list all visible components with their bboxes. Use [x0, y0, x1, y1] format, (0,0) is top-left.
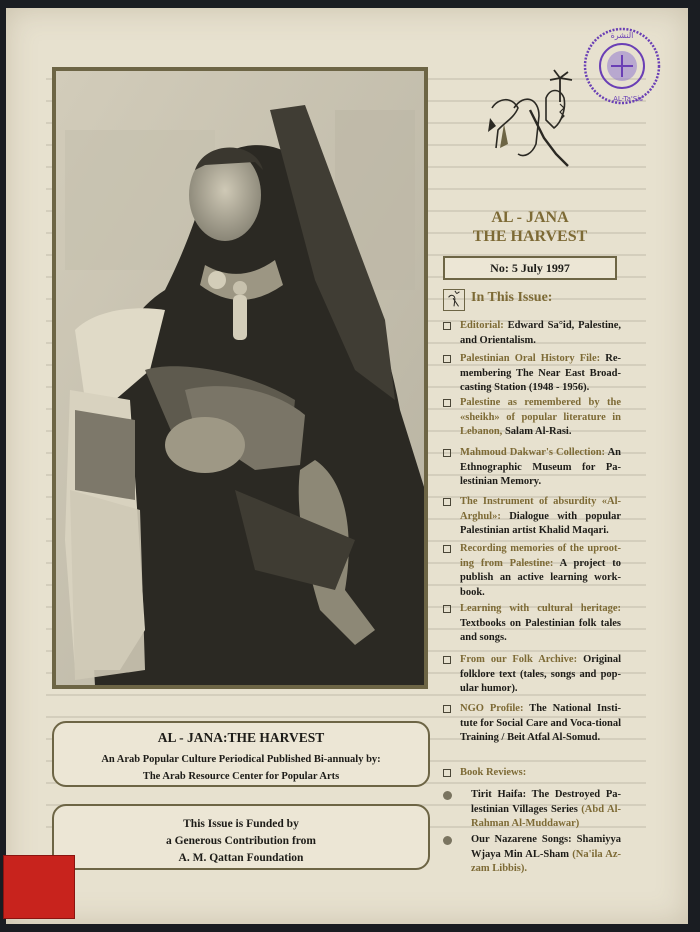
toc-item-text — [460, 319, 621, 348]
toc-item-segment: Recording memories of the uproot-ing from Palestine: — [460, 543, 621, 569]
funding-box — [52, 804, 430, 870]
publication-title — [442, 208, 618, 246]
toc-item — [443, 702, 621, 746]
library-red-tab — [3, 855, 75, 919]
toc-item — [443, 352, 621, 396]
title-line-2: THE HARVEST — [472, 228, 588, 245]
toc-item — [443, 788, 621, 832]
toc-item-segment: Palestine as remembered by the «sheikh» of popular literature in Lebanon, — [460, 397, 621, 437]
checkbox-icon — [443, 656, 451, 664]
toc-item-segment: The National Insti-tute for Social Care and Voca-tional Training / Beit Atfal Al-Somud. — [460, 703, 621, 743]
toc-item — [443, 396, 621, 440]
funding-line-3: A. M. Qattan Foundation — [178, 852, 304, 864]
toc-item-segment: (Na'ila Az-zam Libbis). — [471, 848, 621, 874]
toc-item — [443, 319, 621, 348]
toc-item-text — [460, 495, 621, 539]
toc-item-text — [460, 542, 621, 600]
woman-with-child-photo — [55, 70, 425, 686]
bullet-dot-icon — [443, 791, 452, 800]
checkbox-icon — [443, 399, 451, 407]
checkbox-icon — [443, 769, 451, 777]
toc-item-segment: NGO Profile: — [460, 703, 530, 714]
toc-item-text — [460, 446, 621, 490]
publication-caption-box — [52, 721, 430, 787]
toc-item — [443, 542, 621, 600]
toc-item-segment: Tirit Haifa: The Destroyed Pa-lestinian Villages Series — [471, 789, 621, 815]
cover-page — [6, 8, 688, 924]
toc-item-segment: Editorial: — [460, 320, 508, 331]
toc-item-text — [460, 396, 621, 440]
toc-item-segment: An Ethnographic Museum for Pa-lestinian Memory. — [460, 447, 621, 487]
toc-item-text — [471, 788, 621, 832]
toc-item-segment: Palestinian Oral History File: — [460, 353, 606, 364]
checkbox-icon — [443, 355, 451, 363]
stamp-bottom-text: AL-Ta'Sis — [613, 95, 643, 103]
toc-item-text — [460, 766, 621, 781]
checkbox-icon — [443, 545, 451, 553]
in-this-issue-label: In This Issue: — [471, 290, 553, 305]
stamp-top-text: النشرة — [610, 31, 634, 40]
toc-item-segment: A project to publish an active learning work-book. — [460, 557, 621, 598]
toc-item — [443, 446, 621, 490]
toc-item-segment: Original folklore text (tales, songs and pop-ular humor). — [460, 654, 621, 694]
toc-item — [443, 653, 621, 697]
toc-item-segment: The Instrument of absurdity «Al-Arghul»: — [460, 496, 621, 522]
checkbox-icon — [443, 705, 451, 713]
issue-number: No: 5 July 1997 — [443, 256, 617, 280]
toc-item — [443, 766, 621, 781]
checkbox-icon — [443, 498, 451, 506]
toc-item-segment: Mahmoud Dakwar's Collection: — [460, 447, 608, 458]
toc-item-text — [460, 352, 621, 396]
toc-item-segment: Book Reviews: — [460, 767, 527, 778]
checkbox-icon — [443, 449, 451, 457]
checkbox-icon — [443, 605, 451, 613]
toc-item — [443, 602, 621, 646]
mini-logo-icon — [443, 289, 465, 311]
toc-item — [443, 833, 621, 877]
toc-item-segment: Learning with cultural heritage: — [460, 603, 621, 614]
ownership-stamp — [581, 25, 663, 107]
al-jana-logo — [484, 68, 586, 172]
toc-item-segment: Edward Sa°id, Palestine, and Orientalism. — [460, 320, 621, 346]
bullet-dot-icon — [443, 836, 452, 845]
toc-item-segment: (Abd Al-Rahman Al-Muddawar) — [471, 803, 621, 829]
toc-item-segment: Textbooks on Palestinian folk tales and songs. — [460, 617, 621, 643]
toc-item-segment: Dialogue with popular Palestinian artist Khalid Maqari. — [460, 510, 621, 536]
toc-item-segment: From our Folk Archive: — [460, 654, 584, 665]
toc-item — [443, 495, 621, 539]
toc-item-segment: Salam Al-Rasi. — [504, 426, 572, 437]
toc-item-text — [471, 833, 621, 877]
caption-line-2: The Arab Resource Center for Popular Arts — [142, 771, 340, 782]
title-line-1: AL - JANA — [491, 209, 569, 226]
checkbox-icon — [443, 322, 451, 330]
funding-line-2: a Generous Contribution from — [165, 835, 317, 847]
caption-line-1: An Arab Popular Culture Periodical Published Bi-annualy by: — [101, 754, 381, 765]
toc-item-text — [460, 602, 621, 646]
toc-item-text — [460, 702, 621, 746]
caption-heading: AL - JANA:THE HARVEST — [157, 730, 325, 745]
toc-item-text — [460, 653, 621, 697]
toc-item-segment: Our Nazarene Songs: Shamiyya Wjaya Min AL-Sham — [471, 834, 621, 860]
toc-item-segment: Re-membering The Near East Broad-casting Station (1948 - 1956). — [460, 353, 621, 393]
cover-photo — [52, 67, 428, 689]
funding-line-1: This Issue is Funded by — [183, 818, 299, 830]
